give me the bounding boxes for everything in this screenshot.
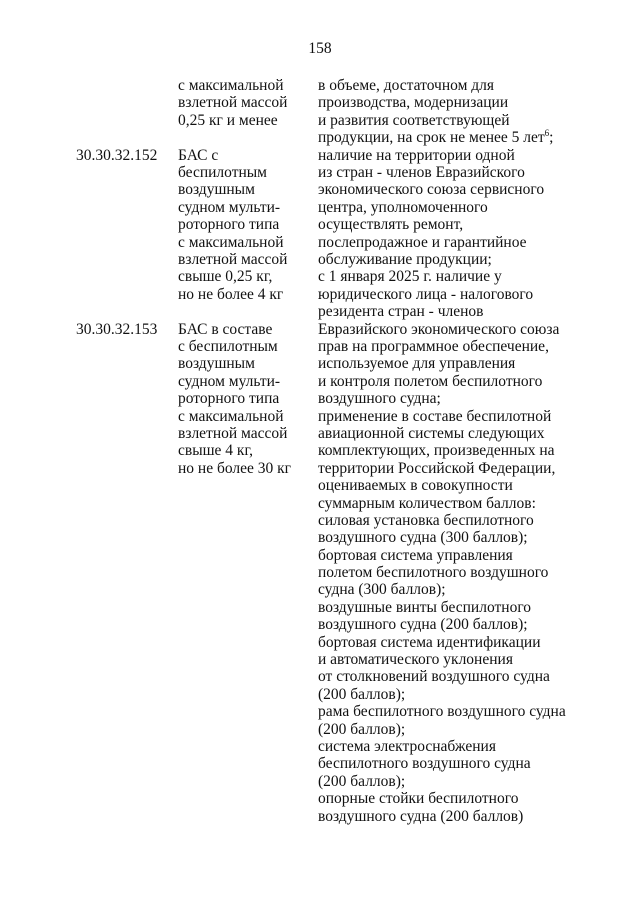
row-3-req-line: (200 баллов); — [318, 772, 406, 790]
row-1-req-line: и развития соответствующей — [318, 111, 510, 129]
row-3-req-line: воздушные винты беспилотного — [318, 598, 532, 616]
row-3-name-line: свыше 4 кг, — [178, 442, 253, 460]
row-2-name-line: но не более 4 кг — [178, 285, 284, 303]
row-3-req-line: воздушного судна; — [318, 390, 441, 408]
row-3-name-line: но не более 30 кг — [178, 459, 292, 477]
row-2-name-line: беспилотным — [178, 163, 267, 181]
row-1-name-line: взлетной массой — [178, 94, 288, 112]
row-2-name-line: воздушным — [178, 181, 255, 199]
row-3-requirements — [318, 321, 566, 825]
row-2-req-line: осуществлять ремонт, — [318, 216, 464, 234]
row-2-name-line: роторного типа — [178, 216, 280, 234]
row-3-name-line: судном мульти- — [178, 372, 281, 390]
row-3-req-line: опорные стойки беспилотного — [318, 790, 519, 808]
row-3-req-line: от столкновений воздушного судна — [318, 668, 550, 686]
row-3-req-line: воздушного судна (200 баллов); — [318, 616, 528, 634]
row-1-name — [178, 77, 287, 129]
row-3-req-line: (200 баллов); — [318, 685, 406, 703]
row-3-req-line: комплектующих, произведенных на — [318, 442, 555, 460]
row-2-req-line: обслуживание продукции; — [318, 250, 492, 268]
row-1-name-line: с максимальной — [178, 77, 284, 94]
row-3-req-line: воздушного судна (300 баллов); — [318, 529, 528, 547]
row-3-name — [178, 321, 291, 478]
row-3-req-line: территории Российской Федерации, — [318, 459, 556, 477]
row-3-req-line: бортовая система управления — [318, 546, 513, 564]
row-3-req-line: беспилотного воздушного судна — [318, 755, 531, 773]
row-3-name-line: воздушным — [178, 355, 255, 373]
page-number: 158 — [308, 40, 332, 57]
row-2-req-line: наличие на территории одной — [318, 146, 515, 164]
row-1-req-line: производства, модернизации — [318, 94, 509, 112]
row-3-req-line: (200 баллов); — [318, 720, 406, 738]
row-2-req-line: послепродажное и гарантийное — [318, 233, 527, 251]
row-3-req-line: применение в составе беспилотной — [318, 407, 552, 425]
okpd-code: 30.30.32.152 — [76, 146, 158, 164]
row-2-name-line: БАС с — [178, 146, 219, 164]
row-2-name-line: взлетной массой — [178, 250, 288, 268]
row-3-req-line: воздушного судна (200 баллов) — [318, 807, 524, 825]
row-3-req-line: авиационной системы следующих — [318, 424, 545, 442]
okpd-code: 30.30.32.153 — [76, 320, 158, 338]
row-3-code — [76, 321, 157, 338]
row-3-req-line: судна (300 баллов); — [318, 581, 446, 599]
row-3-req-line: и контроля полетом беспилотного — [318, 372, 543, 390]
row-3-req-line: оцениваемых в совокупности — [318, 477, 513, 495]
row-2-code — [76, 147, 157, 164]
row-3-req-line: полетом беспилотного воздушного — [318, 564, 549, 582]
row-1-requirements — [318, 77, 553, 147]
row-1-name-line: 0,25 кг и менее — [178, 111, 278, 129]
row-2-req-line: центра, уполномоченного — [318, 198, 488, 216]
row-3-name-line: взлетной массой — [178, 424, 288, 442]
row-2-req-line: из стран - членов Евразийского — [318, 163, 525, 181]
row-2-name-line: свыше 0,25 кг, — [178, 268, 273, 286]
row-3-req-line: и автоматического уклонения — [318, 651, 513, 669]
row-2-req-line: экономического союза сервисного — [318, 181, 545, 199]
row-3-req-line: силовая установка беспилотного — [318, 511, 534, 529]
row-3-req-line: суммарным количеством баллов: — [318, 494, 536, 512]
row-3-name-line: с максимальной — [178, 407, 284, 425]
row-2-requirements — [318, 147, 544, 321]
row-3-req-line: используемое для управления — [318, 355, 516, 373]
row-1-req-line-text: продукции, на срок не менее 5 лет — [318, 129, 545, 147]
row-3-req-line: рама беспилотного воздушного судна — [318, 703, 566, 721]
row-2-name — [178, 147, 287, 304]
row-3-req-line: Евразийского экономического союза — [318, 320, 560, 338]
row-1-req-line-with-footnote — [318, 129, 553, 146]
row-3-name-line: с беспилотным — [178, 337, 278, 355]
row-1-req-line: в объеме, достаточном для — [318, 77, 495, 94]
row-1-req-line-end: ; — [549, 129, 554, 147]
row-2-name-line: с максимальной — [178, 233, 284, 251]
row-2-name-line: судном мульти- — [178, 198, 281, 216]
row-3-req-line: бортовая система идентификации — [318, 633, 541, 651]
row-3-name-line: БАС в составе — [178, 320, 273, 338]
row-3-req-line: прав на программное обеспечение, — [318, 337, 549, 355]
row-2-req-line: резидента стран - членов — [318, 303, 484, 321]
row-3-name-line: роторного типа — [178, 390, 280, 408]
footnote-mark: 6 — [544, 128, 550, 139]
row-3-req-line: система электроснабжения — [318, 737, 496, 755]
row-2-req-line: с 1 января 2025 г. наличие у — [318, 268, 502, 286]
row-2-req-line: юридического лица - налогового — [318, 285, 534, 303]
